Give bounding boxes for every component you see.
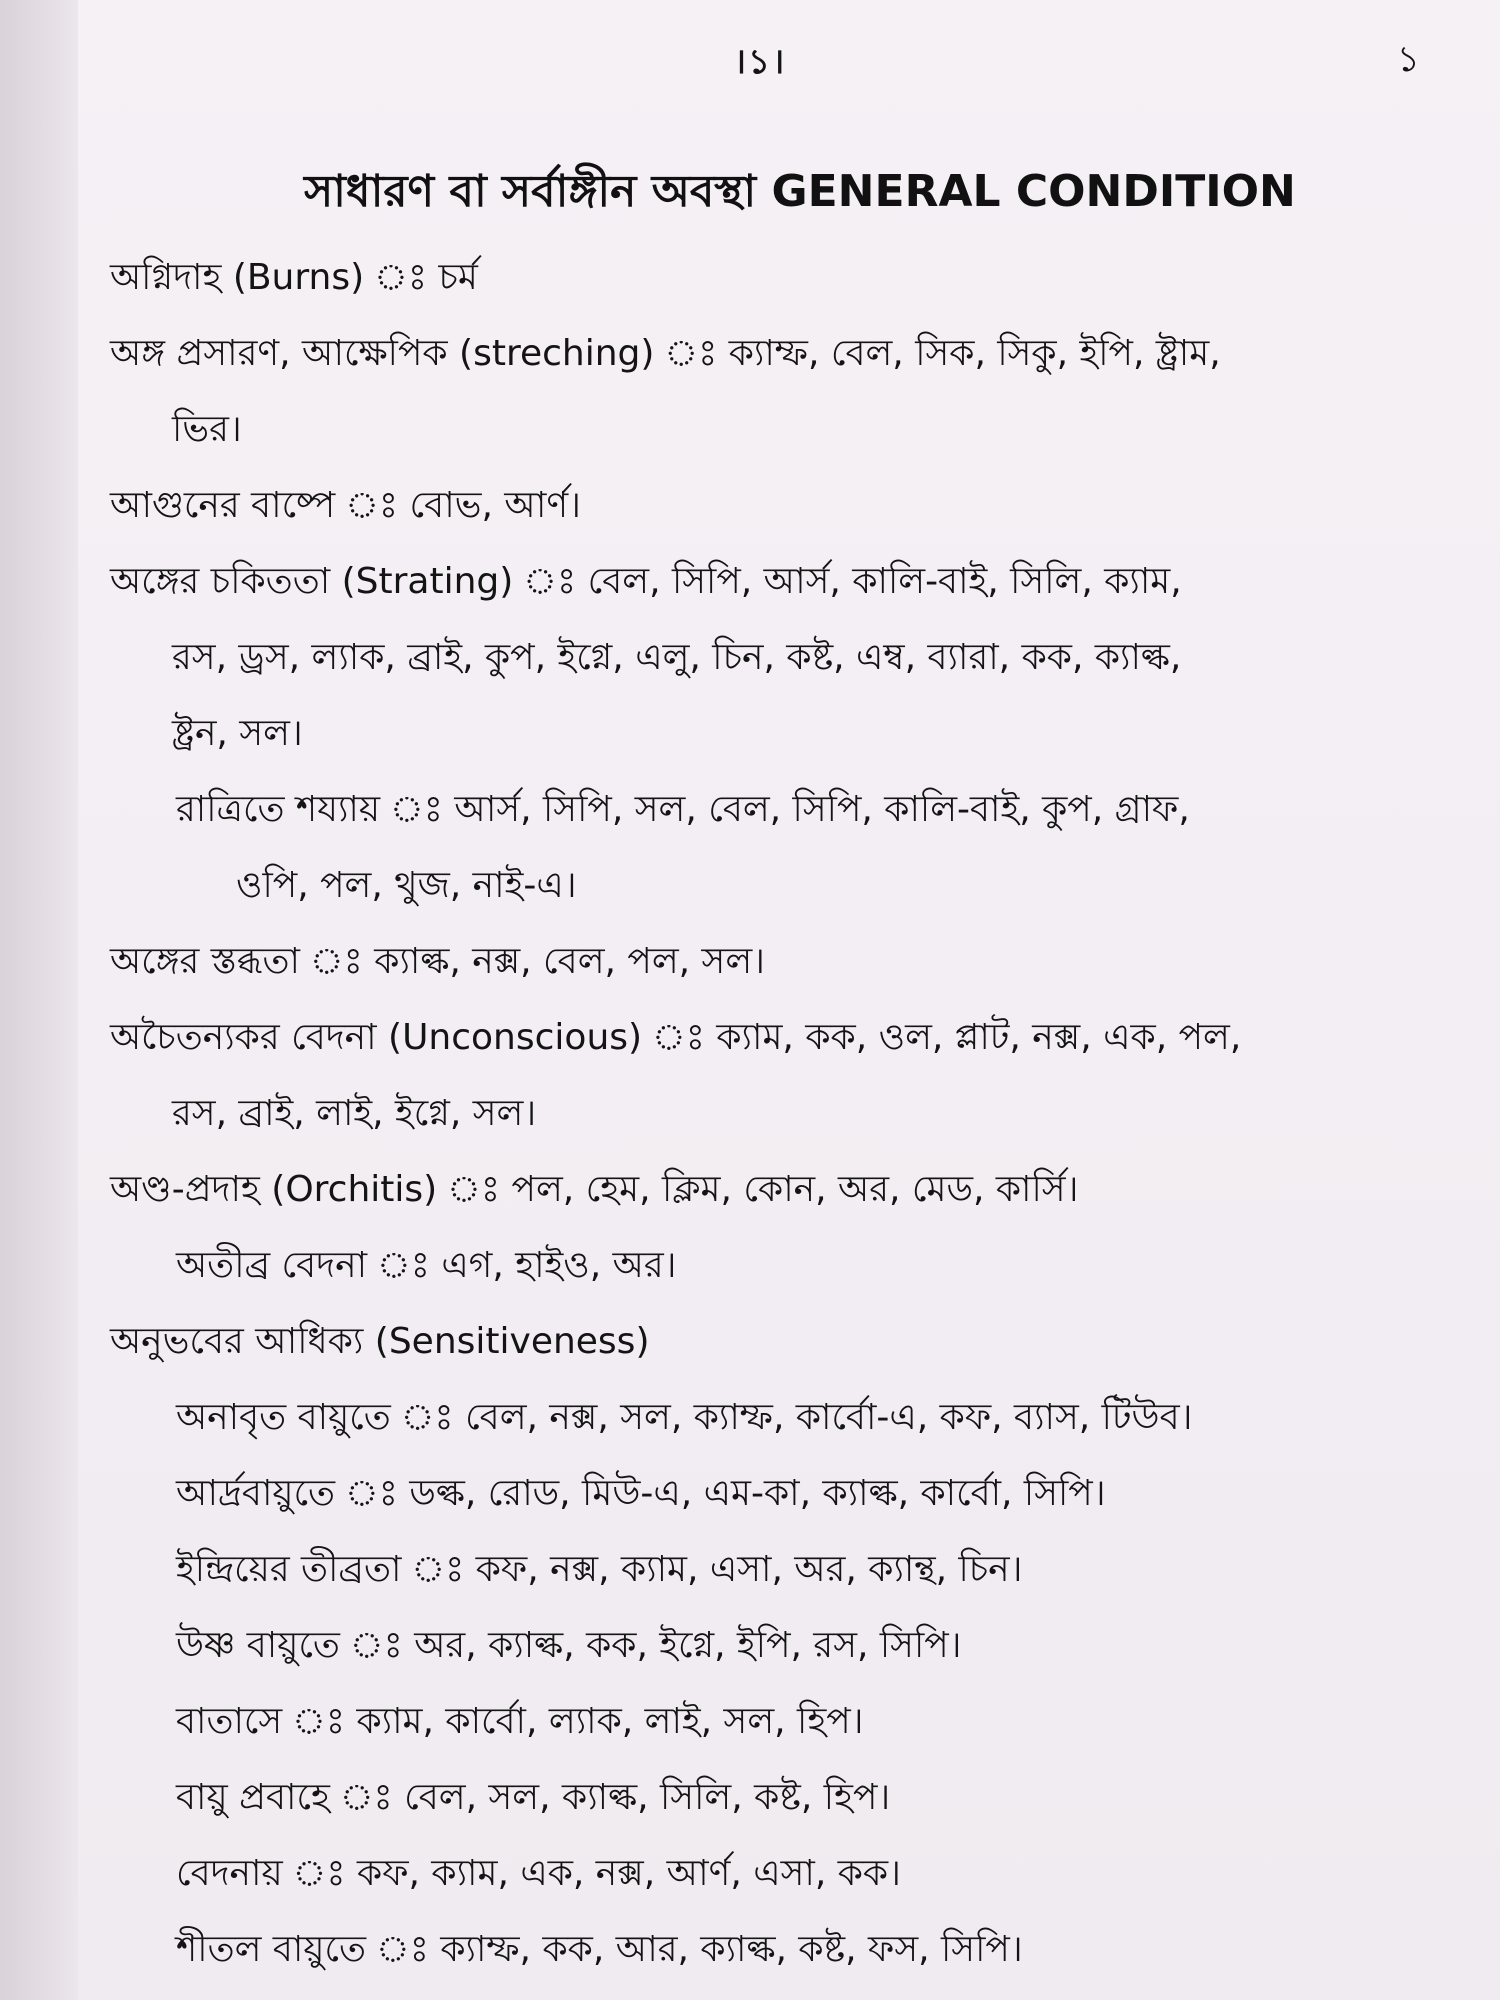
page-number: ১ (1396, 39, 1420, 80)
subentry-senses (110, 1532, 1410, 1608)
entry-line: অনুভবের আধিক্য (Sensitiveness) (110, 1321, 650, 1362)
subentry-damp-air (110, 1456, 1410, 1532)
entry-line-continued: রস, ড্রস, ল্যাক, ব্রাই, কুপ, ইগ্নে, এলু, চিন, কষ্ট, এম্ব, ব্যারা, কক, ক্যাল্ক, (172, 637, 1182, 678)
entry-line-continued: ওপি, পল, থুজ, নাই-এ। (236, 865, 577, 906)
entry-line: উষ্ণ বায়ুতে ঃ অর, ক্যাল্ক, কক, ইগ্নে, ইপি, রস, সিপি। (176, 1625, 962, 1666)
subentry-cold-air (110, 1912, 1410, 1988)
entry-line: অঙ্গ প্রসারণ, আক্ষেপিক (streching) ঃ ক্যাম্ফ, বেল, সিক, সিকু, ইপি, ষ্ট্রাম, (110, 333, 1221, 374)
entry-line: অতীব্র বেদনা ঃ এগ, হাইও, অর। (176, 1245, 677, 1286)
entry-line: বাতাসে ঃ ক্যাম, কার্বো, ল্যাক, লাই, সল, হিপ। (176, 1701, 864, 1742)
entry-line: আগুনের বাষ্পে ঃ বোভ, আর্ণ। (110, 485, 581, 526)
entry-line: বেদনায় ঃ কফ, ক্যাম, এক, নক্স, আর্ণ, এসা, কক। (176, 1853, 901, 1894)
subentry-warm-air (110, 1608, 1410, 1684)
subentry-draught (110, 1760, 1410, 1836)
entry-fire-vapour (110, 468, 1410, 544)
entry-stretching (110, 316, 1410, 468)
entry-line-continued: ভির। (172, 409, 242, 450)
entry-line: আর্দ্রবায়ুতে ঃ ডল্ক, রোড, মিউ-এ, এম-কা, ক্যাল্ক, কার্বো, সিপি। (176, 1473, 1106, 1514)
subentry-wind (110, 1684, 1410, 1760)
entry-starting (110, 544, 1410, 772)
entry-stiffness (110, 924, 1410, 1000)
entry-burns (110, 240, 1410, 316)
subentry-open-air (110, 1380, 1410, 1456)
entry-line: অচৈতন্যকর বেদনা (Unconscious) ঃ ক্যাম, কক, ওল, প্লাট, নক্স, এক, পল, (110, 1017, 1242, 1058)
entry-line: অণ্ড-প্রদাহ (Orchitis) ঃ পল, হেম, ক্লিম, কোন, অর, মেড, কার্সি। (110, 1169, 1079, 1210)
entry-line-continued: রস, ব্রাই, লাই, ইগ্নে, সল। (172, 1093, 537, 1134)
running-head (500, 36, 1020, 93)
entry-line: অঙ্গের চকিততা (Strating) ঃ বেল, সিপি, আর্স, কালি-বাই, সিলি, ক্যাম, (110, 561, 1182, 602)
entry-line: রাত্রিতে শয্যায় ঃ আর্স, সিপি, সল, বেল, সিপি, কালি-বাই, কুপ, গ্রাফ, (176, 789, 1190, 830)
entry-line: অঙ্গের স্তব্ধতা ঃ ক্যাল্ক, নক্স, বেল, পল, সল। (110, 941, 766, 982)
running-head-number: ।১। (733, 42, 787, 82)
entry-line: শীতল বায়ুতে ঃ ক্যাম্ফ, কক, আর, ক্যাল্ক, কষ্ট, ফস, সিপি। (176, 1929, 1023, 1970)
subentry-intense-pain (110, 1228, 1410, 1304)
entry-orchitis (110, 1152, 1410, 1228)
entry-line-continued: ষ্ট্রন, সল। (172, 713, 303, 754)
page-gutter (0, 0, 78, 2000)
entry-line: অনাবৃত বায়ুতে ঃ বেল, নক্স, সল, ক্যাম্ফ, কার্বো-এ, কফ, ব্যাস, টিউব। (176, 1397, 1193, 1438)
entry-line: বায়ু প্রবাহে ঃ বেল, সল, ক্যাল্ক, সিলি, কষ্ট, হিপ। (176, 1777, 891, 1818)
subentry-night-in-bed (110, 772, 1410, 924)
entry-sensitiveness (110, 1304, 1410, 1380)
section-heading: সাধারণ বা সর্বাঙ্গীন অবস্থা GENERAL CONDITION (304, 166, 1296, 217)
subentry-pain (110, 1836, 1410, 1912)
entry-unconscious (110, 1000, 1410, 1152)
entries-list (110, 240, 1410, 1988)
entry-line: ইন্দ্রিয়ের তীব্রতা ঃ কফ, নক্স, ক্যাম, এসা, অর, ক্যান্থ, চিন। (176, 1549, 1023, 1590)
entry-line: অগ্নিদাহ (Burns) ঃ চর্ম (110, 257, 478, 298)
